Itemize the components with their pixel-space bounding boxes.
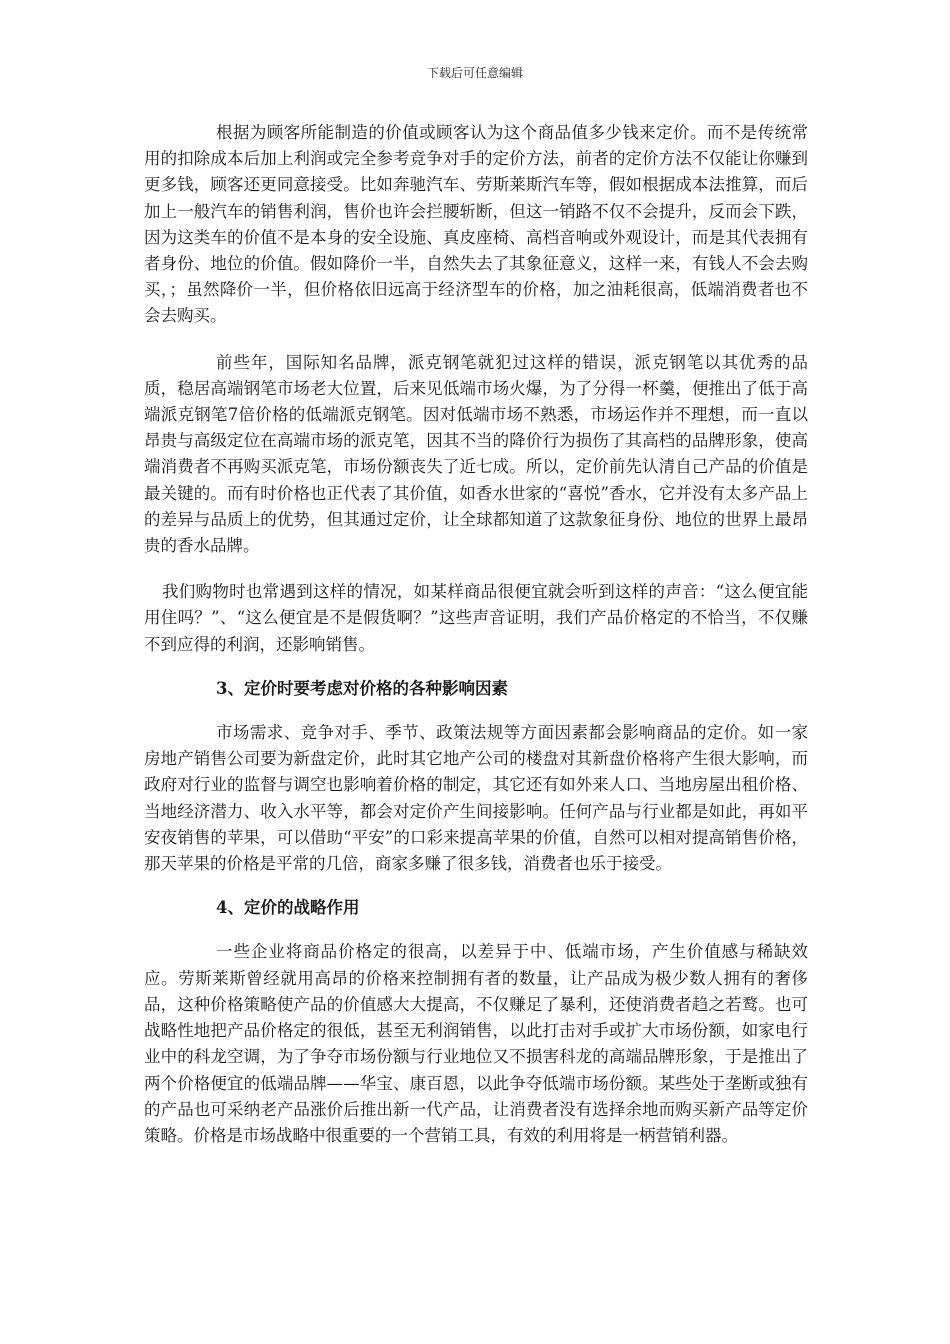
page-header: 下载后可任意编辑: [426, 66, 523, 80]
paragraph-value-based-pricing: 根据为顾客所能制造的价值或顾客认为这个商品值多少钱来定价。而不是传统常用的扣除成本后加上利润或完全参考竞争对手的定价方法，前者的定价方法不仅能让你赚到更多钱，顾客还更同意接受。比如奔驰汽车、劳斯莱斯汽车等，假如根据成本法推算，而后加上一般汽车的销售利润，售价也许会拦腰斩断，但这一销路不仅不会提升，反而会下跌，因为这类车的价值不是本身的安全设施、真皮座椅、高档音响或外观设计，而是其代表拥有者身份、地位的价值。假如降价一半，自然失去了其象征意义，这样一来，有钱人不会去购买，；虽然降价一半，但价格依旧远高于经济型车的价格，加之油耗很高，低端消费者也不会去购买。: [144, 123, 808, 326]
paragraph-cheap-goods-doubts: 我们购物时也常遇到这样的情况，如某样商品很便宜就会听到这样的声音：“这么便宜能用住吗？”、“这么便宜是不是假货啊？”这些声音证明，我们产品价格定的不恰当，不仅赚不到应得的利润，还影响销售。: [144, 582, 808, 654]
section-heading-4: 4、定价的战略作用: [216, 898, 360, 918]
document-body: [144, 120, 808, 1149]
paragraph-influencing-factors: 市场需求、竞争对手、季节、政策法规等方面因素都会影响商品的定价。如一家房地产销售公司要为新盘定价，此时其它地产公司的楼盘对其新盘价格将产生很大影响，而政府对行业的监督与调空也影响着价格的制定，其它还有如外来人口、当地房屋出租价格、当地经济潜力、收入水平等，都会对定价产生间接影响。任何产品与行业都是如此，再如平安夜销售的苹果，可以借助“平安”的口彩来提高苹果的价值，自然可以相对提高销售价格，那天苹果的价格是平常的几倍，商家多赚了很多钱，消费者也乐于接受。: [144, 723, 808, 874]
section-heading-3: 3、定价时要考虑对价格的各种影响因素: [216, 678, 508, 698]
paragraph-parker-pen-example: 前些年，国际知名品牌，派克钢笔就犯过这样的错误，派克钢笔以其优秀的品质，稳居高端钢笔市场老大位置，后来见低端市场火爆，为了分得一杯羹，便推出了低于高端派克钢笔7倍价格的低端派克钢笔。因对低端市场不熟悉，市场运作并不理想，而一直以昂贵与高级定位在高端市场的派克笔，因其不当的降价行为损伤了其高档的品牌形象，使高端消费者不再购买派克笔，市场份额丧失了近七成。所以，定价前先认清自己产品的价值是最关键的。而有时价格也正代表了其价值，如香水世家的“喜悦”香水，它并没有太多产品上的差异与品质上的优势，但其通过定价，让全球都知道了这款象征身份、地位的世界上最昂贵的香水品牌。: [144, 352, 808, 556]
paragraph-strategic-pricing: 一些企业将商品价格定的很高，以差异于中、低端市场，产生价值感与稀缺效应。劳斯莱斯曾经就用高昂的价格来控制拥有者的数量，让产品成为极少数人拥有的奢侈品，这种价格策略使产品的价值感大大提高，不仅赚足了暴利，还使消费者趋之若鹜。也可战略性地把产品价格定的很低，甚至无利润销售，以此打击对手或扩大市场份额，如家电行业中的科龙空调，为了争夺市场份额与行业地位又不损害科龙的高端品牌形象，于是推出了两个价格便宜的低端品牌——华宝、康百恩，以此争夺低端市场份额。某些处于垄断或独有的产品也可采纳老产品涨价后推出新一代产品，让消费者没有选择余地而购买新产品等定价策略。价格是市场战略中很重要的一个营销工具，有效的利用将是一柄营销利器。: [144, 942, 808, 1145]
